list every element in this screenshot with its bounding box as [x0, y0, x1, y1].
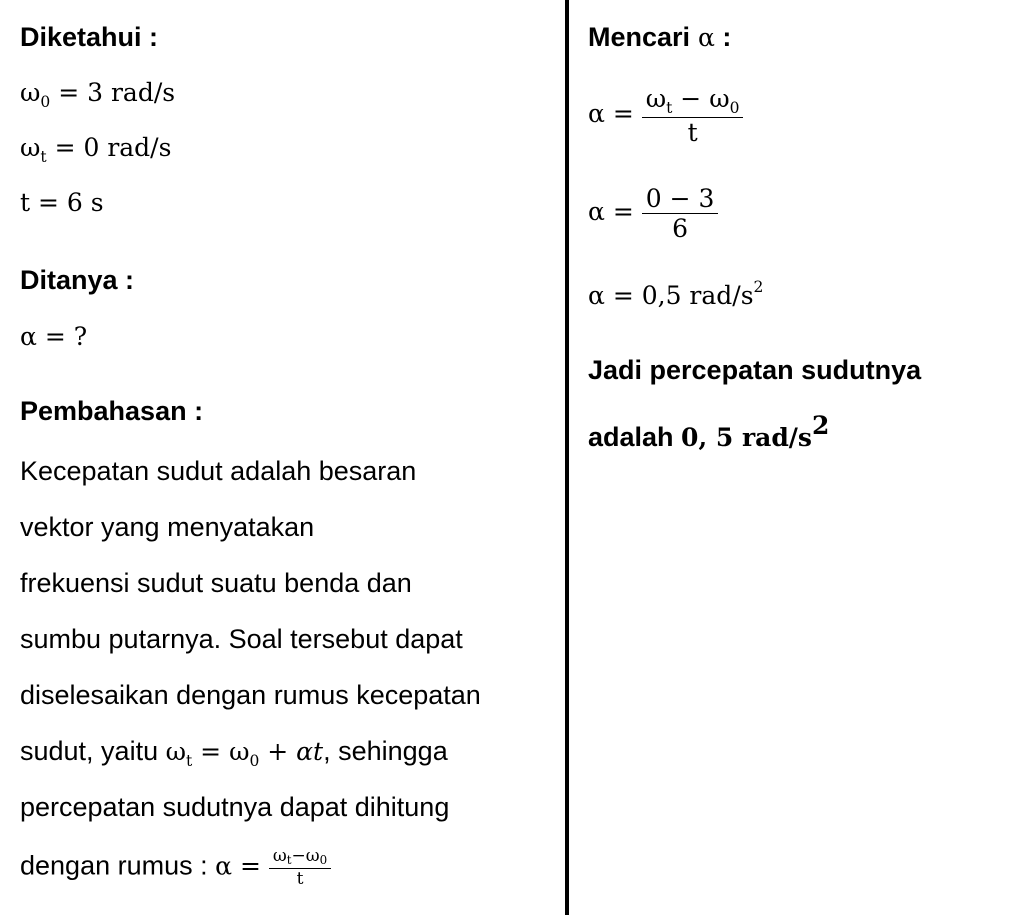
alpha-substitution: α = $\frac{0 - 3}{6}$	[588, 184, 718, 243]
time-value: t = 6 s	[20, 188, 104, 217]
small-fraction: $\frac{\omega_t-\omega_0}{t}$	[269, 846, 331, 889]
final-angular-velocity: $\omega_t = 0$ rad/s	[20, 133, 172, 166]
column-divider	[565, 0, 569, 915]
asked-value: α = ?	[20, 322, 88, 351]
paragraph-line: percepatan sudutnya dapat dihitung	[20, 792, 450, 822]
fraction: $\frac{\omega_t - \omega_0}{t}$	[642, 84, 744, 147]
find-heading: Mencari α :	[588, 22, 732, 52]
initial-angular-velocity: $\omega_0 = 3$ rad/s	[20, 78, 176, 111]
conclusion-line: Jadi percepatan sudutnya	[588, 355, 922, 385]
paragraph-line: sumbu putarnya. Soal tersebut dapat	[20, 624, 463, 654]
paragraph-line: frekuensi sudut suatu benda dan	[20, 568, 412, 598]
paragraph-line: Kecepatan sudut adalah besaran	[20, 456, 417, 486]
alpha-result: α = 0,5 rad/$s^2$	[588, 278, 764, 310]
conclusion-line: adalah 0, 5 rad/$s^2$	[588, 411, 830, 452]
asked-heading: Ditanya :	[20, 265, 135, 295]
known-heading: Diketahui :	[20, 22, 159, 52]
alpha-formula: α = $\frac{\omega_t - \omega_0}{t}$	[588, 84, 743, 147]
discussion-heading: Pembahasan :	[20, 396, 204, 426]
paragraph-line: diselesaikan dengan rumus kecepatan	[20, 680, 481, 710]
paragraph-line: vektor yang menyatakan	[20, 512, 315, 542]
fraction: $\frac{0 - 3}{6}$	[642, 184, 719, 243]
formula-final-line: dengan rumus : α = $\frac{\omega_t-\omega_0}{t}$	[20, 846, 331, 889]
angular-velocity-formula: $\omega_t = \omega_0 + \alpha t$	[165, 737, 324, 770]
formula-line: sudut, yaitu $\omega_t = \omega_0 + \alpha t$, sehingga	[20, 736, 448, 770]
